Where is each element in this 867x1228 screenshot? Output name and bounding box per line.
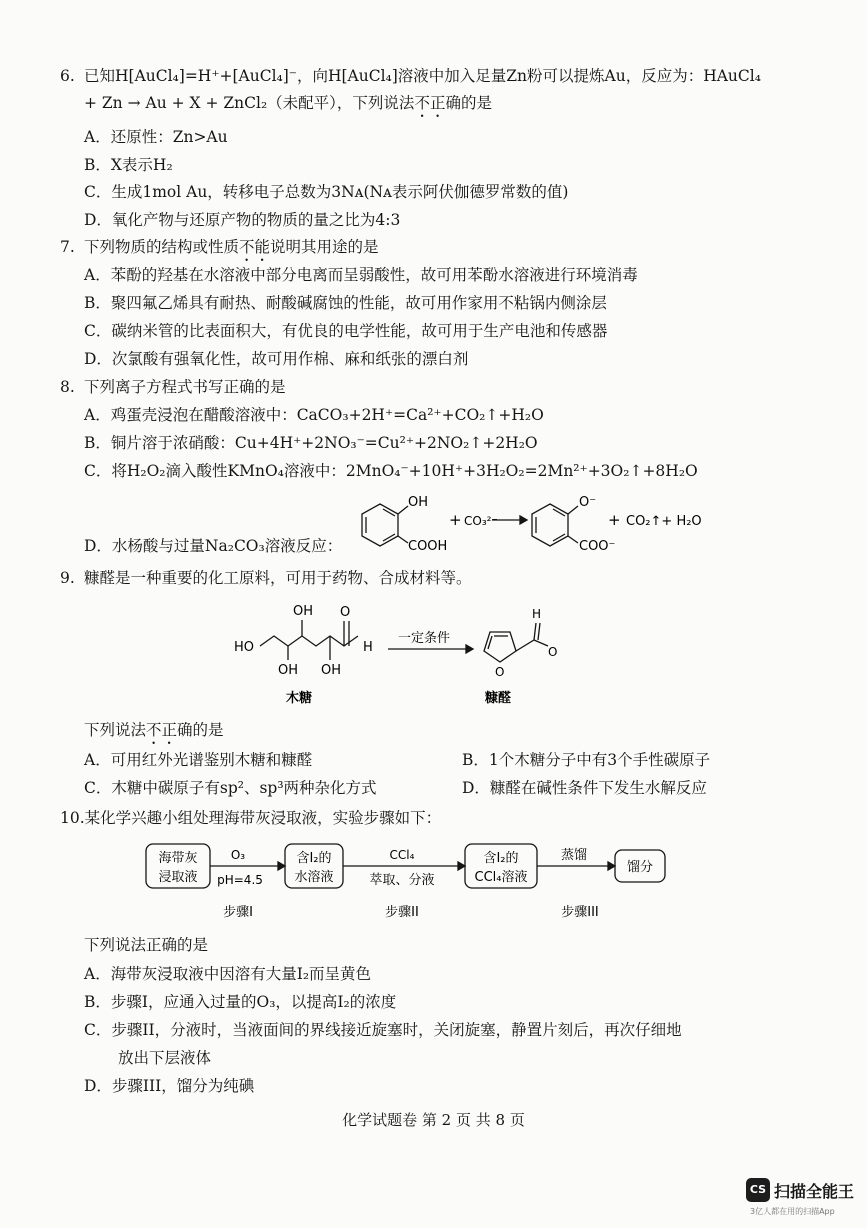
benzene-ring-reactant [362,504,398,546]
scanner-watermark [746,1178,854,1202]
arrow1-condition: pH=4.5 [217,873,263,887]
furfural-ring [484,623,548,662]
furfural-name: 糠醛 [485,691,512,706]
q8-number: 8. [60,378,75,396]
step-1-label: 步骤I [223,905,253,920]
xylose-oh-top: OH [293,604,314,619]
salicylic-acid-equation [350,486,730,560]
q9-number: 9. [60,569,75,587]
benzene-ring-product [532,504,568,546]
phenoxide-label: O⁻ [579,495,597,510]
q7-stem-post: 说明其用途的是 [270,238,379,256]
q7-option-a: A．苯酚的羟基在水溶液中部分电离而呈弱酸性，故可用苯酚水溶液进行环境消毒 [84,266,638,284]
xylose-name: 木糖 [286,691,313,706]
q6-line2-post: 确的是 [445,94,492,112]
xylose-oh-bottom-2: OH [321,663,342,678]
scanner-logo-icon: CS [746,1178,770,1202]
arrow1-reagent: O₃ [230,848,246,862]
q10-option-c-continued: 放出下层液体 [118,1049,212,1067]
q6-option-b: B．X表示H₂ [84,156,173,174]
xylose-aldehyde-h: H [363,640,373,655]
q6-line1 [60,66,761,86]
q8-option-b: B．铜片溶于浓硝酸：Cu+4H⁺+2NO₃⁻=Cu²⁺+2NO₂↑+2H₂O [84,434,538,452]
q9-sub-pre: 下列说法 [84,721,147,739]
q8-stem-text: 下列离子方程式书写正确的是 [84,378,286,396]
q7-stem-pre: 下列物质的结构或性质 [84,238,240,256]
q9-option-b: B．1个木糖分子中有3个手性碳原子 [462,751,711,769]
furfural-aldehyde-o: O [548,645,558,659]
q6-option-a: A．还原性：Zn>Au [84,128,228,146]
carboxylate-label: COO⁻ [579,539,616,554]
plus-sign: + [449,511,462,529]
products-label: CO₂↑+ H₂O [626,514,702,529]
furan-oxygen: O [495,665,505,679]
q6-option-c: C．生成1mol Au，转移电子总数为3Nᴀ(Nᴀ表示阿伏伽德罗常数的值) [84,183,569,201]
q9-stem [60,568,472,588]
arrow-condition-label: 一定条件 [398,631,451,646]
q9-stem-text: 糠醛是一种重要的化工原料，可用于药物、合成材料等。 [84,569,472,587]
iodine-extraction-flowchart [140,838,680,924]
q10-option-a: A．海带灰浸取液中因溶有大量I₂而呈黄色 [84,965,372,983]
q9-subquestion [84,720,224,748]
q10-stem [60,808,441,828]
q6-line2 [84,93,492,121]
q9-option-d: D．糠醛在碱性条件下发生水解反应 [462,779,707,797]
q10-number: 10. [60,809,85,827]
q8-stem [60,377,286,397]
arrow3-operation: 蒸馏 [560,848,588,863]
condition-arrow [388,645,473,653]
box3-line1: 含I₂的 [483,851,519,866]
q9-option-c: C．木糖中碳原子有sp²、sp³两种杂化方式 [84,779,377,797]
q6-option-d: D．氧化产物与还原产物的物质的量之比为4:3 [84,211,401,229]
step-3-label: 步骤III [561,905,599,920]
arrow2-reagent: CCl₄ [389,848,415,862]
q8-option-d: D．水杨酸与过量Na₂CO₃溶液反应： [84,537,343,555]
q10-subquestion: 下列说法正确的是 [84,936,209,954]
box4-label: 馏分 [626,860,654,875]
q7-stem [60,237,379,265]
box2-line1: 含I₂的 [296,851,332,866]
plus-sign-2: + [608,511,621,529]
q6-line2-pre: + Zn → Au + X + ZnCl₂（未配平），下列说法 [84,94,415,112]
q7-option-d: D．次氯酸有强氧化性，故可用作棉、麻和纸张的漂白剂 [84,350,469,368]
q6-emphasis: 不正 [414,94,446,112]
box2-line2: 水溶液 [294,870,334,885]
q8-option-a: A．鸡蛋壳浸泡在醋酸溶液中：CaCO₃+2H⁺=Ca²⁺+CO₂↑+H₂O [84,406,544,424]
carbonate-label: CO₃²⁻ [464,514,498,528]
q10-option-b: B．步骤I，应通入过量的O₃，以提高I₂的浓度 [84,993,397,1011]
q10-stem-text: 某化学兴趣小组处理海带灰浸取液，实验步骤如下： [84,809,442,827]
q7-emphasis: 不能 [239,238,271,256]
xylose-skeleton [260,620,358,660]
q9-option-a: A．可用红外光谱鉴别木糖和糠醛 [84,751,313,769]
q6-text: 已知H[AuCl₄]=H⁺+[AuCl₄]⁻，向H[AuCl₄]溶液中加入足量Zn粉可以提炼Au，反应为：HAuCl₄ [84,67,761,85]
oh-label: OH [408,495,429,510]
cooh-label: COOH [408,539,448,554]
xylose-ho-left: HO [234,640,255,655]
page-footer: 化学试题卷 第 2 页 共 8 页 [342,1111,525,1129]
box1-line1: 海带灰 [158,851,198,866]
scanner-tagline: 3亿人都在用的扫描App [750,1207,835,1216]
scanner-app-name: 扫描全能王 [774,1181,855,1201]
xylose-carbonyl-o: O [340,605,351,620]
box3-line2: CCl₄溶液 [474,870,528,885]
q8-option-c: C．将H₂O₂滴入酸性KMnO₄溶液中：2MnO₄⁻+10H⁺+3H₂O₂=2Mn²⁺+3O₂↑+8H₂O [84,462,698,480]
box1-line2: 浸取液 [158,870,198,885]
step-2-label: 步骤II [385,905,419,920]
q6-number: 6. [60,67,75,85]
q9-emphasis: 不正 [146,721,178,739]
furfural-aldehyde-h: H [532,607,542,621]
q10-option-d: D．步骤III，馏分为纯碘 [84,1077,255,1095]
q10-option-c: C．步骤II，分液时，当液面间的界线接近旋塞时，关闭旋塞，静置片刻后，再次仔细地 [84,1021,682,1039]
xylose-furfural-scheme [230,596,610,714]
xylose-oh-bottom-1: OH [278,663,299,678]
q7-number: 7. [60,238,75,256]
q7-option-c: C．碳纳米管的比表面积大，有优良的电学性能，故可用于生产电池和传感器 [84,322,608,340]
arrow2-operation: 萃取、分液 [369,873,435,888]
q7-option-b: B．聚四氟乙烯具有耐热、耐酸碱腐蚀的性能，故可用作家用不粘锅内侧涂层 [84,294,607,312]
q9-sub-post: 确的是 [177,721,224,739]
